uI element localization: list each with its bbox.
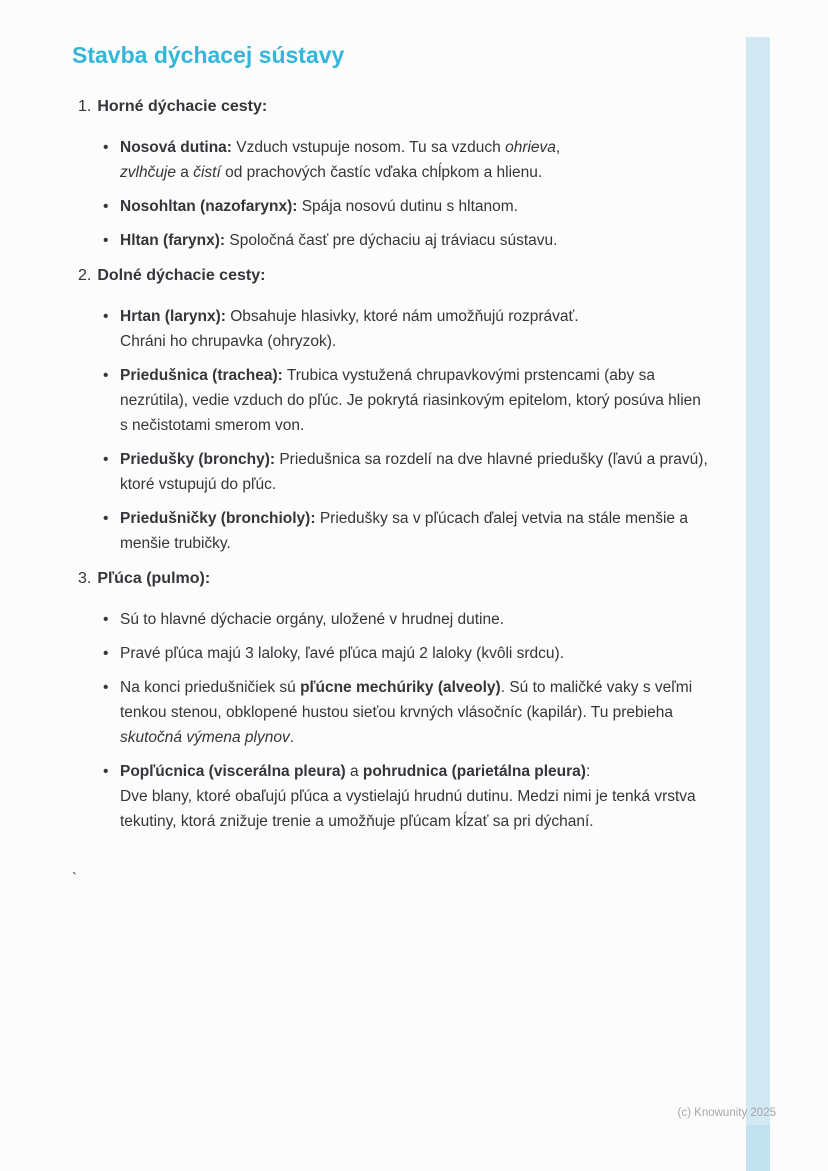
section-number: 1. — [78, 97, 92, 115]
list-item — [120, 363, 710, 438]
bullet-list — [72, 304, 710, 556]
section-title: Pľúca (pulmo): — [97, 569, 211, 587]
text-run-bold: pľúcne mechúriky (alveoly) — [300, 678, 501, 696]
text-run: . — [289, 728, 295, 746]
list-item — [120, 641, 710, 666]
list-item — [120, 675, 710, 750]
section-horne-dychacie-cesty — [72, 94, 710, 253]
text-run: : — [585, 762, 591, 780]
text-run-bold: pohrudnica (parietálna pleura) — [362, 762, 586, 780]
list-item — [120, 194, 710, 219]
right-edge-strip — [746, 37, 770, 1171]
text-run-bold: Hltan (farynx): — [120, 231, 226, 249]
text-run-bold: Priedušky (bronchy): — [120, 450, 276, 468]
text-run: Spája nosovú dutinu s hltanom. — [297, 197, 518, 215]
text-run: . Sú to maličké vaky s veľmi tenkou stenou, obklopené hustou sieťou krvných vlásočníc (kapilár). Tu prebieha — [120, 678, 693, 721]
text-run-bold: Popľúcnica (viscerálna pleura) — [120, 762, 346, 780]
text-run: Pravé pľúca majú 3 laloky, ľavé pľúca majú 2 laloky (kvôli srdcu). — [120, 644, 565, 662]
list-item — [120, 759, 710, 834]
list-item — [120, 304, 710, 354]
section-heading — [72, 263, 710, 288]
text-run: Na konci priedušničiek sú — [120, 678, 301, 696]
section-number: 2. — [78, 266, 92, 284]
list-item — [120, 228, 710, 253]
text-run: Chráni ho chrupavka (ohryzok). — [120, 332, 337, 350]
section-number: 3. — [78, 569, 92, 587]
stray-character: ` — [72, 870, 77, 887]
footer-credit: (c) Knowunity 2025 — [677, 1107, 776, 1119]
text-run-italic: skutočná výmena plynov — [120, 728, 290, 746]
section-dolne-dychacie-cesty — [72, 263, 710, 556]
text-run-italic: zvlhčuje — [120, 163, 176, 181]
text-run: Obsahuje hlasivky, ktoré nám umožňujú rozprávať. — [225, 307, 579, 325]
section-heading — [72, 94, 710, 119]
section-title: Horné dýchacie cesty: — [97, 97, 268, 115]
text-run: , — [555, 138, 561, 156]
bullet-list — [72, 135, 710, 253]
list-item — [120, 447, 710, 497]
section-heading — [72, 566, 710, 591]
text-run: Trubica vystužená chrupavkovými prstencami (aby sa nezrútila), vedie vzduch do pľúc. Je pokrytá riasinkovým epitelom, ktorý posúva hlien s nečistotami smerom von. — [120, 366, 701, 434]
text-run: Sú to hlavné dýchacie orgány, uložené v hrudnej dutine. — [120, 610, 505, 628]
text-run: Priedušky sa v pľúcach ďalej vetvia na stále menšie a menšie trubičky. — [120, 509, 688, 552]
text-run-italic: ohrieva — [505, 138, 556, 156]
bullet-list — [72, 607, 710, 834]
list-item — [120, 135, 710, 185]
text-run: a — [176, 163, 194, 181]
right-edge-strip-bottom — [746, 1125, 770, 1171]
page-title: Stavba dýchacej sústavy — [72, 42, 345, 68]
text-run-bold: Priedušničky (bronchioly): — [120, 509, 316, 527]
text-run: Spoločná časť pre dýchaciu aj tráviacu sústavu. — [225, 231, 558, 249]
text-run-bold: Nosohltan (nazofarynx): — [120, 197, 298, 215]
text-run-bold: Priedušnica (trachea): — [120, 366, 283, 384]
text-run: a — [345, 762, 363, 780]
text-run: od prachových častíc vďaka chĺpkom a hlienu. — [220, 163, 543, 181]
list-item — [120, 506, 710, 556]
section-pluca — [72, 566, 710, 834]
text-run: Priedušnica sa rozdelí na dve hlavné priedušky (ľavú a pravú), ktoré vstupujú do pľúc. — [120, 450, 708, 493]
text-run: Dve blany, ktoré obaľujú pľúca a vystielajú hrudnú dutinu. Medzi nimi je tenká vrstva tekutiny, ktorá znižuje trenie a umožňuje pľúcam kĺzať sa pri dýchaní. — [120, 787, 696, 830]
text-run-italic: čistí — [193, 163, 221, 181]
list-item — [120, 607, 710, 632]
text-run: Vzduch vstupuje nosom. Tu sa vzduch — [231, 138, 506, 156]
text-run-bold: Hrtan (larynx): — [120, 307, 226, 325]
section-title: Dolné dýchacie cesty: — [97, 266, 266, 284]
text-run-bold: Nosová dutina: — [120, 138, 232, 156]
